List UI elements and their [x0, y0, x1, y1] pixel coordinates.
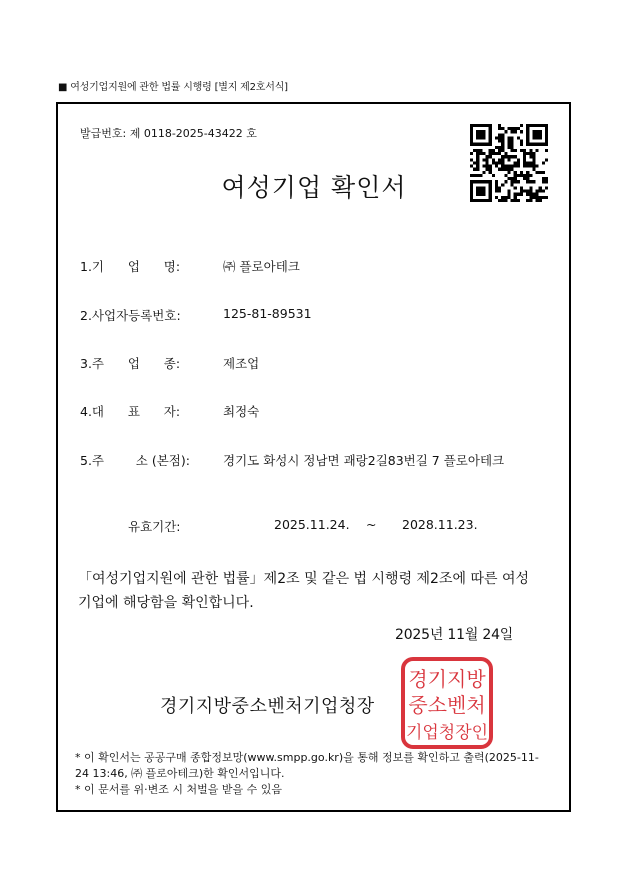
seal-line: 기업청장인	[405, 723, 489, 743]
field-label: 4.대 표 자:	[80, 404, 181, 419]
field-label: 1.기 업 명:	[80, 259, 181, 274]
issuer-name: 경기지방중소벤처기업청장	[160, 696, 375, 717]
field-label: 3.주 업 종:	[80, 356, 181, 371]
footnotes	[75, 750, 545, 798]
field-value: 최정숙	[223, 404, 260, 419]
certification-statement: 「여성기업지원에 관한 법률」제2조 및 같은 법 시행령 제2조에 따른 여성기업에 해당함을 확인합니다.	[78, 571, 530, 611]
field-value: 경기도 화성시 정남면 괘랑2길83번길 7 플로아테크	[223, 453, 505, 468]
seal-line: 경기지방	[408, 667, 486, 691]
field-value: 제조업	[223, 356, 260, 371]
seal-line: 중소벤처	[408, 693, 486, 717]
validity-start: 2025.11.24.	[274, 517, 350, 532]
footnote: * 이 확인서는 공공구매 종합정보망(www.smpp.go.kr)을 통해 정보를 확인하고 출력(2025-11-24 13:46, ㈜ 플로아테크)한 확인서입니다.	[75, 751, 539, 780]
validity-label: 유효기간:	[128, 519, 181, 534]
document-title: 여성기업 확인서	[221, 173, 407, 202]
field-label: 5.주 소 (본점):	[80, 453, 190, 468]
form-note: ■ 여성기업지원에 관한 법률 시행령 [별지 제2호서식]	[58, 82, 288, 93]
footnote: * 이 문서를 위·변조 시 처벌을 받을 수 있음	[75, 783, 282, 796]
validity-end: 2028.11.23.	[402, 517, 478, 532]
field-value: 125-81-89531	[223, 306, 312, 321]
official-seal	[400, 656, 494, 750]
issue-date: 2025년 11월 24일	[395, 627, 514, 643]
field-value: ㈜ 플로아테크	[223, 259, 300, 274]
issue-number: 발급번호: 제 0118-2025-43422 호	[80, 127, 257, 140]
field-label: 2.사업자등록번호:	[80, 308, 181, 323]
validity-separator: ~	[366, 517, 377, 532]
